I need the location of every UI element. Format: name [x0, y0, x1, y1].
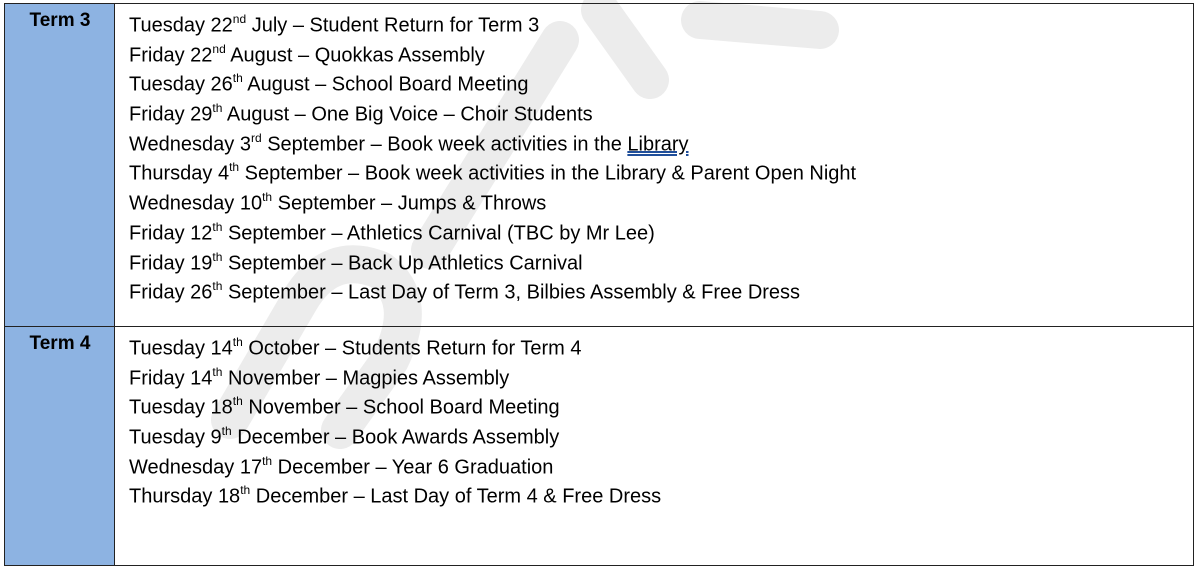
term-4-label: Term 4 [29, 333, 91, 354]
event-day: Friday [129, 103, 185, 126]
event-date: 3 [239, 133, 251, 156]
event-description: December – Last Day of Term 4 & Free Dress [255, 486, 662, 509]
event-date: 19 [190, 252, 213, 275]
event-description: September – Last Day of Term 3, Bilbies Assembly & Free Dress [227, 281, 801, 304]
event-day: Friday [129, 222, 185, 245]
term-4-label-cell [5, 327, 115, 565]
event-description: November – Magpies Assembly [227, 367, 510, 390]
event-date: 17 [239, 456, 263, 479]
date-suffix: th [221, 424, 232, 439]
event-line [129, 36, 1183, 66]
event-description: September – Back Up Athletics Carnival [227, 252, 583, 275]
event-day: Tuesday [129, 14, 205, 37]
event-day: Tuesday [129, 74, 205, 97]
event-date: 14 [210, 337, 233, 360]
event-day: Tuesday [129, 397, 205, 420]
date-suffix: th [212, 101, 223, 116]
event-date: 18 [210, 397, 233, 420]
event-description: December – Year 6 Graduation [277, 456, 554, 479]
date-suffix: th [212, 364, 223, 379]
event-day: Tuesday [129, 426, 205, 449]
event-description: September – Book week activities in the Library & Parent Open Night [244, 163, 857, 186]
event-day: Wednesday [129, 456, 235, 479]
event-line [129, 418, 1183, 448]
event-description: September – Book week activities in the [267, 133, 628, 156]
event-date: 22 [210, 14, 233, 37]
event-description: December – Book Awards Assembly [237, 426, 560, 449]
event-description: September – Athletics Carnival (TBC by Mr Lee) [227, 222, 655, 245]
date-suffix: th [212, 279, 223, 294]
event-date: 18 [217, 486, 241, 509]
event-date: 12 [190, 222, 213, 245]
event-date: 4 [217, 163, 230, 186]
event-date: 26 [210, 74, 233, 97]
date-suffix: th [232, 394, 243, 409]
date-suffix: th [240, 483, 251, 498]
event-day: Friday [129, 367, 185, 390]
term-4-row [5, 327, 1193, 565]
event-line [129, 6, 1183, 36]
event-day: Thursday [129, 486, 213, 509]
event-line [129, 214, 1183, 244]
event-day: Wednesday [129, 192, 235, 215]
event-date: 10 [239, 192, 263, 215]
date-suffix: th [232, 71, 243, 86]
event-description: September – Jumps & Throws [277, 192, 547, 215]
event-date: 14 [190, 367, 213, 390]
term-3-events [129, 6, 1183, 303]
event-line [129, 184, 1183, 214]
event-line [129, 154, 1183, 184]
date-suffix: th [229, 160, 240, 175]
event-description: August – One Big Voice – Choir Students [226, 103, 593, 126]
event-date: 22 [190, 44, 213, 67]
event-day: Friday [129, 44, 185, 67]
event-description: November – School Board Meeting [248, 397, 560, 420]
event-line [129, 388, 1183, 418]
event-day: Friday [129, 281, 185, 304]
event-day: Tuesday [129, 337, 205, 360]
date-suffix: nd [212, 41, 226, 56]
event-line [129, 329, 1183, 359]
event-line [129, 359, 1183, 389]
date-suffix: th [262, 190, 273, 205]
event-date: 9 [210, 426, 222, 449]
term-3-label: Term 3 [29, 10, 91, 31]
date-suffix: nd [232, 12, 247, 26]
event-line [129, 273, 1183, 303]
event-line [129, 448, 1183, 478]
event-line [129, 125, 1183, 155]
event-day: Wednesday [129, 133, 235, 156]
term-3-label-cell [5, 4, 115, 326]
date-suffix: th [262, 453, 273, 468]
spellcheck-underlined-word: Library [627, 133, 689, 156]
term-3-row [5, 4, 1193, 327]
event-day: Thursday [129, 163, 213, 186]
term-calendar-table [4, 3, 1194, 566]
event-date: 26 [190, 281, 213, 304]
event-description: August – School Board Meeting [247, 74, 529, 97]
event-line [129, 244, 1183, 274]
event-description: August – Quokkas Assembly [230, 44, 485, 67]
date-suffix: th [212, 249, 223, 264]
date-suffix: rd [250, 130, 262, 145]
date-suffix: th [232, 335, 243, 349]
event-date: 29 [190, 103, 213, 126]
event-description: October – Students Return for Term 4 [248, 337, 582, 360]
event-line [129, 477, 1183, 507]
event-line [129, 65, 1183, 95]
event-description: July – Student Return for Term 3 [251, 14, 540, 37]
term-4-events [129, 329, 1183, 507]
event-day: Friday [129, 252, 185, 275]
date-suffix: th [212, 219, 223, 234]
event-line [129, 95, 1183, 125]
